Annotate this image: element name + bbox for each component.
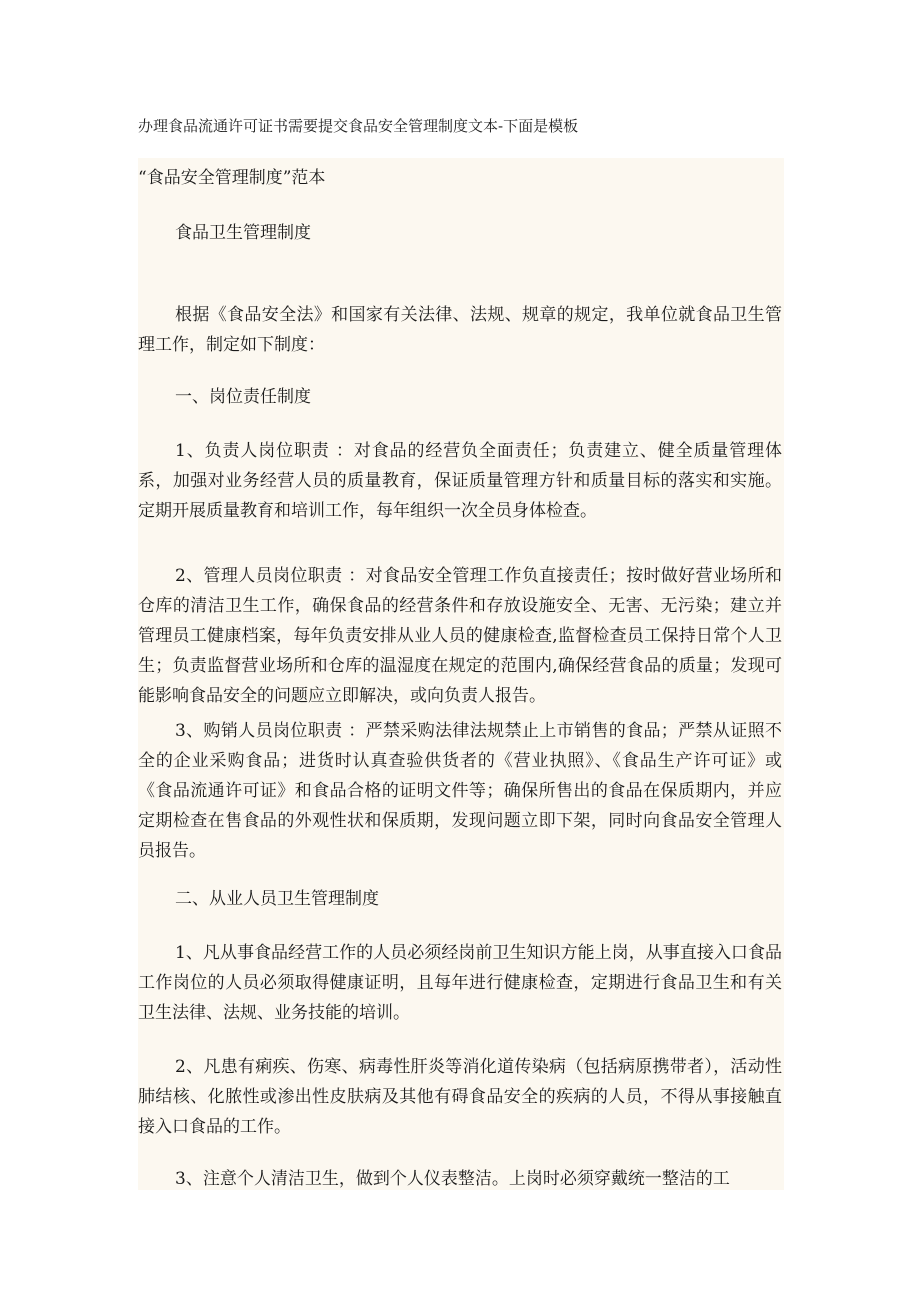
section-heading-staff-hygiene: 二、从业人员卫生管理制度 xyxy=(175,889,379,909)
paragraph-manager-duties: 1、负责人岗位职责 ：对食品的经营负全面责任；负责建立、健全质量管理体系，加强对业务经营人员的质量教育，保证质量管理方针和质量目标的落实和实施。定期开展质量教育和培训工作，每年组织一次全员身体检查。 xyxy=(138,441,782,521)
paragraph-admin-duties: 2、管理人员岗位职责 ：对食品安全管理工作负直接责任；按时做好营业场所和仓库的清洁卫生工作，确保食品的经营条件和存放设施安全、无害、无污染；建立并管理员工健康档案，每年负责安排从业人员的健康检查,监督检查员工保持日常个人卫生；负责监督营业场所和仓库的温湿度在规定的范围内,确保经营食品的质量；发现可能影响食品安全的问题应立即解决，或向负责人报告。 xyxy=(138,566,782,706)
paragraph-staff-rule-3: 3、注意个人清洁卫生，做到个人仪表整洁。上岗时必须穿戴统一整洁的工 xyxy=(175,1169,730,1189)
paragraph-staff-rule-1: 1、凡从事食品经营工作的人员必须经岗前卫生知识方能上岗，从事直接入口食品工作岗位的人员必须取得健康证明，且每年进行健康检查，定期进行食品卫生和有关卫生法律、法规、业务技能的培训。 xyxy=(138,943,782,1023)
document-panel xyxy=(138,158,784,1190)
paragraph-intro: 根据《食品安全法》和国家有关法律、法规、规章的规定，我单位就食品卫生管理工作，制定如下制度： xyxy=(138,305,782,355)
section-heading-food-hygiene: 食品卫生管理制度 xyxy=(175,223,311,243)
section-heading-job-responsibility: 一、岗位责任制度 xyxy=(175,387,311,407)
paragraph-staff-rule-2: 2、凡患有痢疾、伤寒、病毒性肝炎等消化道传染病（包括病原携带者），活动性肺结核、化脓性或渗出性皮肤病及其他有碍食品安全的疾病的人员，不得从事接触直接入口食品的工作。 xyxy=(138,1057,782,1137)
paragraph-purchasing-duties: 3、购销人员岗位职责 ：严禁采购法律法规禁止上市销售的食品；严禁从证照不全的企业采购食品；进货时认真查验供货者的《营业执照》、《食品生产许可证》或《食品流通许可证》和食品合格的证明文件等；确保所售出的食品在保质期内，并应定期检查在售食品的外观性状和保质期，发现问题立即下架，同时向食品安全管理人员报告。 xyxy=(138,721,782,861)
header-title: 办理食品流通许可证书需要提交食品安全管理制度文本-下面是模板 xyxy=(138,117,579,135)
document-title: “食品安全管理制度”范本 xyxy=(138,168,326,188)
